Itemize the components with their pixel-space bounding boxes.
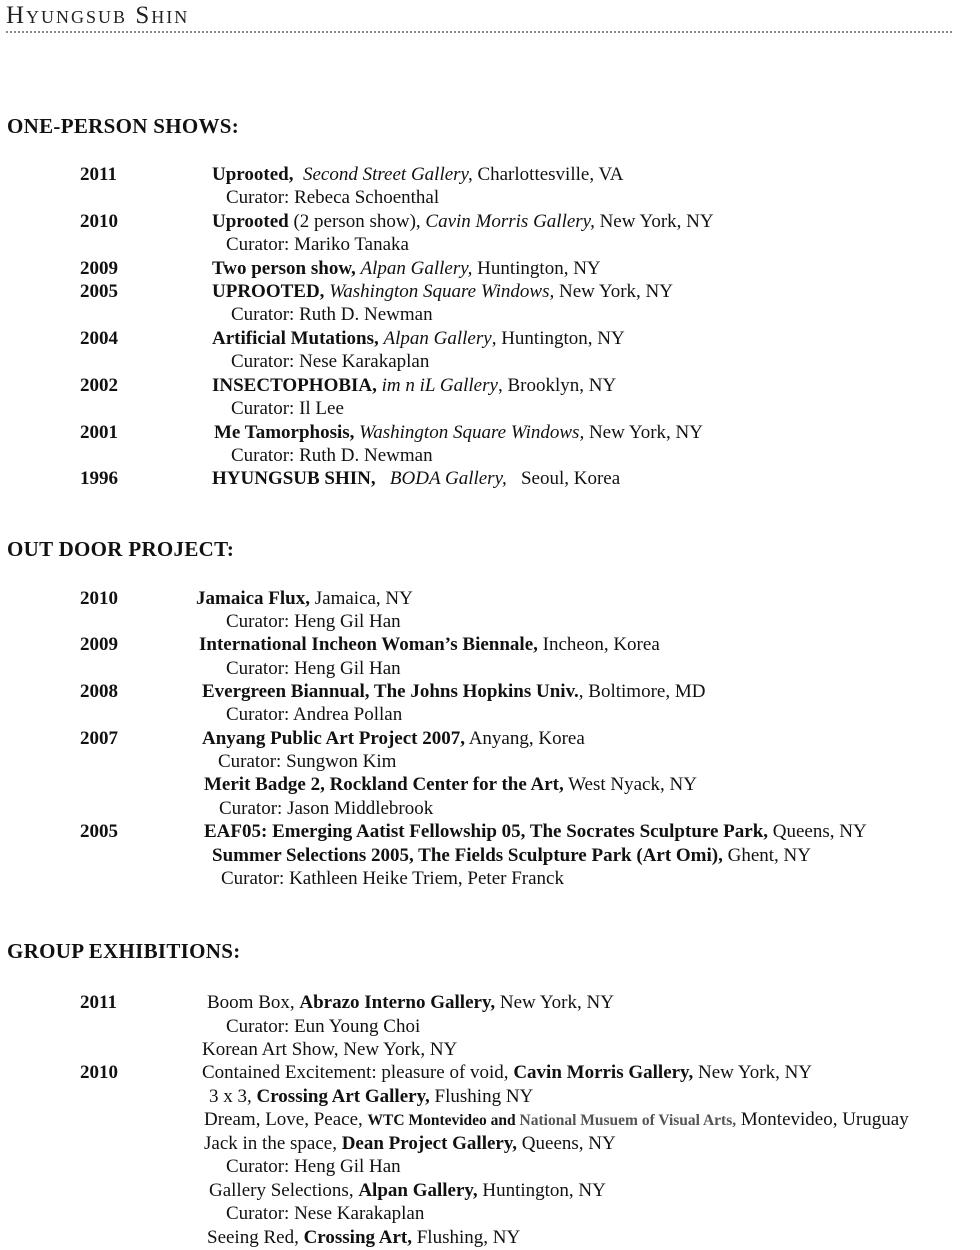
list-item: International Incheon Woman’s Biennale, Incheon, Korea xyxy=(199,634,660,655)
list-item: Dream, Love, Peace, WTC Montevideo and National Musuem of Visual Arts, Montevideo, Uruguay xyxy=(204,1109,909,1130)
curator: Curator: Heng Gil Han xyxy=(226,611,401,632)
list-item: Anyang Public Art Project 2007, Anyang, Korea xyxy=(202,728,585,749)
list-item: Me Tamorphosis, Washington Square Windows, New York, NY xyxy=(214,422,703,443)
curator: Curator: Heng Gil Han xyxy=(226,658,401,679)
list-item: Seeing Red, Crossing Art, Flushing, NY xyxy=(207,1227,521,1248)
curator: Curator: Ruth D. Newman xyxy=(231,445,433,466)
list-item: Jack in the space, Dean Project Gallery, Queens, NY xyxy=(204,1133,616,1154)
curator: Curator: Jason Middlebrook xyxy=(219,798,434,819)
curator: Curator: Ruth D. Newman xyxy=(231,304,433,325)
list-item: Gallery Selections, Alpan Gallery, Huntington, NY xyxy=(209,1180,606,1201)
list-item: Korean Art Show, New York, NY xyxy=(202,1039,458,1060)
list-item: 3 x 3, Crossing Art Gallery, Flushing NY xyxy=(209,1086,534,1107)
list-item: Two person show, Alpan Gallery, Huntington, NY xyxy=(212,258,601,279)
list-item: HYUNGSUB SHIN, BODA Gallery, Seoul, Korea xyxy=(212,468,621,489)
list-item: Uprooted, Second Street Gallery, Charlottesville, VA xyxy=(212,164,624,185)
year: 2009 xyxy=(80,634,118,655)
page-title: Hyungsub Shin xyxy=(6,2,190,29)
curator: Curator: Sungwon Kim xyxy=(218,751,397,772)
list-item: Uprooted (2 person show), Cavin Morris Gallery, New York, NY xyxy=(212,211,714,232)
section-title-one-person-shows: ONE-PERSON SHOWS: xyxy=(7,114,240,138)
curator: Curator: Andrea Pollan xyxy=(226,704,403,725)
year: 2005 xyxy=(80,281,118,302)
year: 1996 xyxy=(80,468,118,489)
curator: Curator: Mariko Tanaka xyxy=(226,234,409,255)
header-divider xyxy=(6,31,952,33)
list-item: Merit Badge 2, Rockland Center for the Art, West Nyack, NY xyxy=(204,774,697,795)
list-item: Boom Box, Abrazo Interno Gallery, New York, NY xyxy=(207,992,614,1013)
list-item: EAF05: Emerging Aatist Fellowship 05, The Socrates Sculpture Park, Queens, NY xyxy=(204,821,867,842)
year: 2010 xyxy=(80,588,118,609)
year: 2009 xyxy=(80,258,118,279)
list-item: Artificial Mutations, Alpan Gallery, Huntington, NY xyxy=(212,328,625,349)
year: 2011 xyxy=(80,992,117,1013)
year: 2007 xyxy=(80,728,118,749)
section-title-out-door-project: OUT DOOR PROJECT: xyxy=(7,537,235,561)
year: 2002 xyxy=(80,375,118,396)
list-item: Summer Selections 2005, The Fields Sculpture Park (Art Omi), Ghent, NY xyxy=(212,845,812,866)
year: 2010 xyxy=(80,211,118,232)
year: 2010 xyxy=(80,1062,118,1083)
year: 2001 xyxy=(80,422,118,443)
curator: Curator: Il Lee xyxy=(231,398,344,419)
curator: Curator: Nese Karakaplan xyxy=(226,1203,425,1224)
section-title-group-exhibitions: GROUP EXHIBITIONS: xyxy=(7,939,241,963)
curator: Curator: Eun Young Choi xyxy=(226,1016,421,1037)
curator: Curator: Nese Karakaplan xyxy=(231,351,430,372)
curator: Curator: Kathleen Heike Triem, Peter Franck xyxy=(221,868,564,889)
curator: Curator: Rebeca Schoenthal xyxy=(226,187,440,208)
list-item: Jamaica Flux, Jamaica, NY xyxy=(196,588,413,609)
list-item: INSECTOPHOBIA, im n iL Gallery, Brooklyn, NY xyxy=(212,375,617,396)
list-item: UPROOTED, Washington Square Windows, New York, NY xyxy=(212,281,673,302)
list-item: Evergreen Biannual, The Johns Hopkins Univ., Boltimore, MD xyxy=(202,681,706,702)
year: 2008 xyxy=(80,681,118,702)
year: 2005 xyxy=(80,821,118,842)
curator: Curator: Heng Gil Han xyxy=(226,1156,401,1177)
year: 2011 xyxy=(80,164,117,185)
year: 2004 xyxy=(80,328,118,349)
list-item: Contained Excitement: pleasure of void, Cavin Morris Gallery, New York, NY xyxy=(202,1062,813,1083)
